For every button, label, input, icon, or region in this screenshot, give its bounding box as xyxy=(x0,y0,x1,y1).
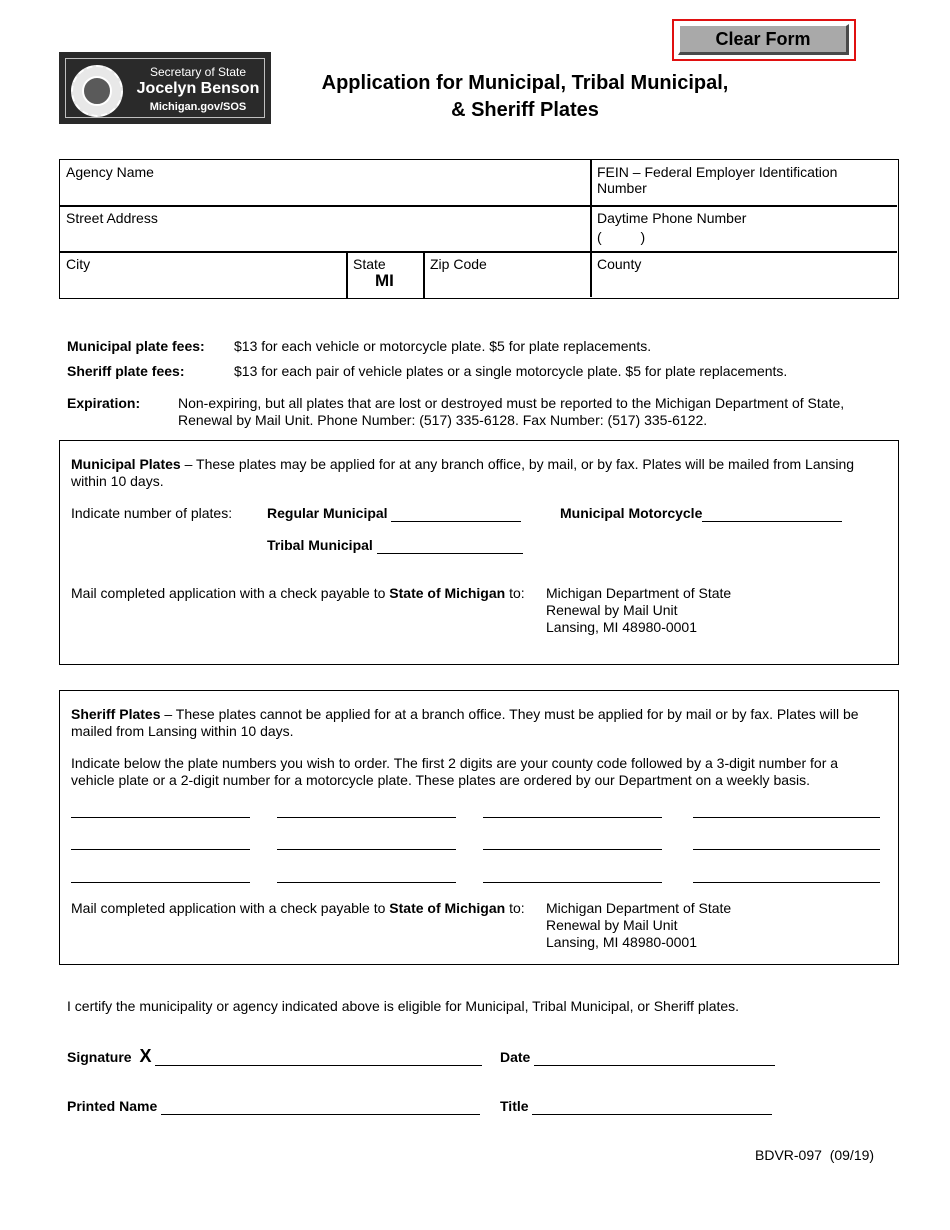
indicate-plates-label: Indicate number of plates: xyxy=(71,505,233,521)
municipal-address-line1: Michigan Department of State xyxy=(546,585,732,601)
sheriff-mail-text-c: to: xyxy=(505,900,525,916)
plate-number-input[interactable] xyxy=(483,849,662,850)
signature-row xyxy=(67,1046,482,1067)
regular-municipal-input[interactable] xyxy=(391,505,521,522)
sheriff-address-line1: Michigan Department of State xyxy=(546,900,732,916)
zip-code-label: Zip Code xyxy=(430,256,487,272)
municipal-motorcycle-input[interactable] xyxy=(702,505,842,522)
expiration-line2: Renewal by Mail Unit. Phone Number: (517) 335-6128. Fax Number: (517) 335-6122. xyxy=(178,412,708,428)
michigan-seal-icon xyxy=(71,65,123,117)
printed-name-row xyxy=(67,1098,480,1115)
plate-number-input[interactable] xyxy=(71,849,250,850)
plate-number-input[interactable] xyxy=(277,817,456,818)
state-field xyxy=(347,252,423,297)
municipal-motorcycle-row xyxy=(560,505,842,522)
agency-info-grid xyxy=(59,159,899,299)
fein-field[interactable] xyxy=(591,160,897,205)
plate-number-input[interactable] xyxy=(71,882,250,883)
signature-input[interactable] xyxy=(155,1049,482,1066)
sheriff-heading: Sheriff Plates xyxy=(71,706,161,722)
clear-form-frame xyxy=(672,19,856,61)
expiration-text xyxy=(178,395,844,429)
state-value: MI xyxy=(375,271,394,290)
municipal-fees-text: $13 for each vehicle or motorcycle plate. $5 for plate replacements. xyxy=(234,338,652,354)
municipal-address-line2: Renewal by Mail Unit xyxy=(546,602,678,618)
sheriff-plates-section xyxy=(59,690,899,965)
municipal-mail-text-a: Mail completed application with a check payable to xyxy=(71,585,390,601)
tribal-municipal-input[interactable] xyxy=(377,537,523,554)
plate-number-input[interactable] xyxy=(277,849,456,850)
municipal-plates-section xyxy=(59,440,899,665)
agency-name-field[interactable] xyxy=(60,160,590,205)
county-field[interactable] xyxy=(591,252,897,297)
regular-municipal-label: Regular Municipal xyxy=(267,505,388,521)
sheriff-address-line3: Lansing, MI 48980-0001 xyxy=(546,934,697,950)
form-number: BDVR-097 (09/19) xyxy=(755,1147,875,1163)
plate-number-input[interactable] xyxy=(693,817,880,818)
municipal-mailing-address xyxy=(546,585,731,636)
sheriff-instructions: Indicate below the plate numbers you wish to order. The first 2 digits are your county code followed by a 3-digit number for a vehicle plate or a 2-digit number for a motorcycle plate. These plates are ordered by our Department on a weekly basis. xyxy=(71,755,839,788)
signature-label: Signature xyxy=(67,1049,132,1065)
plate-number-input[interactable] xyxy=(693,849,880,850)
sheriff-fees-label: Sheriff plate fees: xyxy=(67,363,185,379)
daytime-phone-field[interactable] xyxy=(591,206,897,251)
sheriff-address-line2: Renewal by Mail Unit xyxy=(546,917,678,933)
title-line1: Application for Municipal, Tribal Municipal, xyxy=(321,72,729,94)
logo-line1: Secretary of State xyxy=(149,65,247,79)
logo-line3: Michigan.gov/SOS xyxy=(149,101,247,113)
title-line2: & Sheriff Plates xyxy=(451,99,599,121)
street-address-field[interactable] xyxy=(60,206,590,251)
city-field[interactable] xyxy=(60,252,346,297)
plate-number-input[interactable] xyxy=(277,882,456,883)
plate-number-input[interactable] xyxy=(483,817,662,818)
tribal-municipal-label: Tribal Municipal xyxy=(267,537,373,553)
title-label: Title xyxy=(500,1098,529,1114)
page-title xyxy=(290,70,760,124)
street-address-label: Street Address xyxy=(66,210,158,226)
tribal-municipal-row xyxy=(267,537,523,554)
sos-logo xyxy=(59,52,271,124)
zip-code-field[interactable] xyxy=(424,252,590,297)
printed-name-label: Printed Name xyxy=(67,1098,158,1114)
date-row xyxy=(500,1049,775,1066)
sheriff-intro xyxy=(71,706,881,740)
printed-name-input[interactable] xyxy=(161,1098,480,1115)
municipal-motorcycle-label: Municipal Motorcycle xyxy=(560,505,703,521)
municipal-fees-label: Municipal plate fees: xyxy=(67,338,205,354)
expiration-line1: Non-expiring, but all plates that are lost or destroyed must be reported to the Michigan Department of State, xyxy=(178,395,845,411)
municipal-mail-text-c: to: xyxy=(505,585,525,601)
expiration-label: Expiration: xyxy=(67,395,141,411)
sheriff-mail-payee: State of Michigan xyxy=(389,900,506,916)
plate-number-input[interactable] xyxy=(71,817,250,818)
logo-line2: Jocelyn Benson xyxy=(136,80,260,97)
plate-number-input[interactable] xyxy=(483,882,662,883)
clear-form-button[interactable]: Clear Form xyxy=(678,24,849,55)
city-label: City xyxy=(66,256,91,272)
plate-number-input[interactable] xyxy=(693,882,880,883)
date-input[interactable] xyxy=(534,1049,775,1066)
signature-x-mark: X xyxy=(139,1046,152,1066)
county-label: County xyxy=(597,256,642,272)
municipal-mail-instructions xyxy=(71,585,525,601)
phone-area-code-parens: ( ) xyxy=(597,229,646,245)
municipal-heading: Municipal Plates xyxy=(71,456,181,472)
sheriff-mailing-address xyxy=(546,900,731,951)
municipal-intro-text: – These plates may be applied for at any branch office, by mail, or by fax. Plates will be mailed from Lansing within 10 days. xyxy=(71,456,855,489)
municipal-intro xyxy=(71,456,881,490)
date-label: Date xyxy=(500,1049,531,1065)
sheriff-intro-text: – These plates cannot be applied for at a branch office. They must be applied for by mail or by fax. Plates will be mailed from Lansing within 10 days. xyxy=(71,706,859,739)
municipal-mail-payee: State of Michigan xyxy=(389,585,506,601)
certify-text: I certify the municipality or agency indicated above is eligible for Municipal, Tribal Municipal, or Sheriff plates. xyxy=(67,998,740,1014)
sheriff-mail-text-a: Mail completed application with a check payable to xyxy=(71,900,390,916)
fein-label: FEIN – Federal Employer Identification Number xyxy=(597,164,838,196)
title-row xyxy=(500,1098,772,1115)
regular-municipal-row xyxy=(267,505,521,522)
daytime-phone-label: Daytime Phone Number xyxy=(597,210,747,226)
agency-name-label: Agency Name xyxy=(66,164,154,180)
state-label: State xyxy=(353,256,386,272)
municipal-address-line3: Lansing, MI 48980-0001 xyxy=(546,619,697,635)
sheriff-fees-text: $13 for each pair of vehicle plates or a single motorcycle plate. $5 for plate replacements. xyxy=(234,363,788,379)
title-input[interactable] xyxy=(532,1098,772,1115)
sheriff-mail-instructions xyxy=(71,900,525,916)
